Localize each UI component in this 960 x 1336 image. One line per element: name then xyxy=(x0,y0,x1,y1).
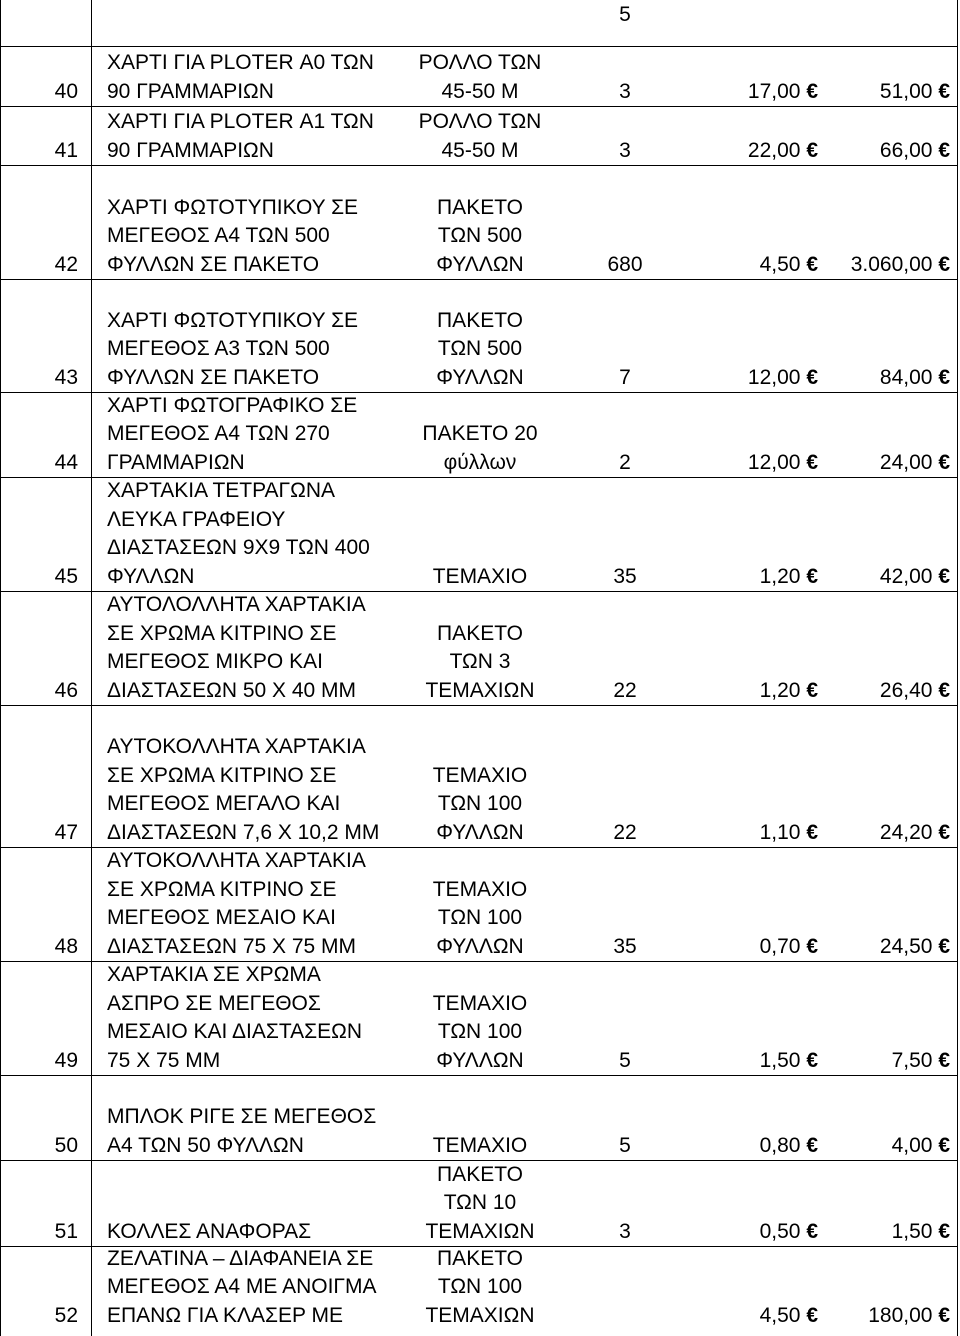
quantity: 22 xyxy=(613,820,637,844)
table-row xyxy=(0,1076,958,1161)
row-number: 40 xyxy=(54,79,78,103)
table-row xyxy=(0,0,958,47)
euro-symbol: € xyxy=(806,1219,818,1243)
table-row xyxy=(0,166,958,280)
item-description: ΚΟΛΛΕΣ ΑΝΑΦΟΡΑΣ xyxy=(107,1219,312,1243)
line-total-value: 84,00 xyxy=(879,365,933,389)
unit-of-measure: ΤΕΜΑΧΙΟ ΤΩΝ 100 ΦΥΛΛΩΝ xyxy=(432,763,528,844)
unit-of-measure: ΠΑΚΕΤΟ ΤΩΝ 3 ΤΕΜΑΧΙΩΝ xyxy=(425,621,535,702)
item-description: ΑΥΤΟΚΟΛΛΗΤΑ ΧΑΡΤΑΚΙΑ ΣΕ ΧΡΩΜΑ ΚΙΤΡΙΝΟ ΣΕ ΜΕΓΕΘΟΣ ΜΕΣΑΙΟ ΚΑΙ ΔΙΑΣΤΑΣΕΩΝ 75 Χ 75 ΜΜ xyxy=(107,849,366,958)
unit-price-value: 4,50 xyxy=(759,252,801,276)
quantity: 3 xyxy=(619,79,631,103)
euro-symbol: € xyxy=(938,1133,950,1157)
euro-symbol: € xyxy=(806,79,818,103)
line-total-value: 180,00 xyxy=(868,1303,933,1327)
unit-price-value: 12,00 xyxy=(747,365,801,389)
unit-price-value: 4,50 xyxy=(759,1303,801,1327)
line-total xyxy=(820,933,950,962)
unit-price-value: 1,50 xyxy=(759,1048,801,1072)
line-total-value: 42,00 xyxy=(879,564,933,588)
unit-of-measure: ΠΑΚΕΤΟ ΤΩΝ 100 ΤΕΜΑΧΙΩΝ xyxy=(425,1246,535,1327)
row-number: 49 xyxy=(54,1048,78,1072)
line-total xyxy=(820,677,950,706)
unit-price-value: 12,00 xyxy=(747,450,801,474)
unit-of-measure: ΠΑΚΕΤΟ ΤΩΝ 500 ΦΥΛΛΩΝ xyxy=(436,195,524,276)
line-total-value: 4,00 xyxy=(891,1133,933,1157)
quantity: 5 xyxy=(619,1048,631,1072)
line-total xyxy=(820,563,950,592)
unit-price-value: 0,50 xyxy=(759,1219,801,1243)
quantity: 35 xyxy=(613,934,637,958)
euro-symbol: € xyxy=(938,79,950,103)
line-total xyxy=(820,137,950,166)
row-number: 45 xyxy=(54,564,78,588)
row-number: 48 xyxy=(54,934,78,958)
unit-price xyxy=(680,933,818,962)
unit-price xyxy=(680,78,818,107)
line-total-value: 1,50 xyxy=(891,1219,933,1243)
euro-symbol: € xyxy=(806,1133,818,1157)
unit-of-measure: ΠΑΚΕΤΟ ΤΩΝ 10 ΤΕΜΑΧΙΩΝ xyxy=(425,1162,535,1243)
unit-price xyxy=(680,819,818,848)
unit-price xyxy=(680,563,818,592)
euro-symbol: € xyxy=(938,564,950,588)
line-total xyxy=(820,449,950,478)
unit-price-value: 22,00 xyxy=(747,138,801,162)
unit-price xyxy=(680,449,818,478)
line-total xyxy=(820,1132,950,1161)
unit-price xyxy=(680,137,818,166)
euro-symbol: € xyxy=(806,450,818,474)
table-row xyxy=(0,280,958,393)
unit-price xyxy=(680,1132,818,1161)
unit-price xyxy=(680,251,818,280)
table-row xyxy=(0,393,958,478)
unit-price xyxy=(680,1047,818,1076)
unit-of-measure: ΠΑΚΕΤΟ ΤΩΝ 500 ΦΥΛΛΩΝ xyxy=(436,308,524,389)
quantity: 7 xyxy=(619,365,631,389)
unit-of-measure: ΤΕΜΑΧΙΟ ΤΩΝ 100 ΦΥΛΛΩΝ xyxy=(432,991,528,1072)
quantity: 3 xyxy=(619,138,631,162)
row-number: 44 xyxy=(54,450,78,474)
line-total xyxy=(820,364,950,393)
unit-of-measure: ΤΕΜΑΧΙΟ xyxy=(432,564,528,588)
quantity: 5 xyxy=(619,1133,631,1157)
unit-of-measure: ΡΟΛΛΟ ΤΩΝ 45-50 Μ xyxy=(418,110,542,162)
row-number: 42 xyxy=(54,252,78,276)
euro-symbol: € xyxy=(806,138,818,162)
item-description: ΧΑΡΤΙ ΦΩΤΟΤΥΠΙΚΟΥ ΣΕ ΜΕΓΕΘΟΣ Α3 ΤΩΝ 500 ΦΥΛΛΩΝ ΣΕ ΠΑΚΕΤΟ xyxy=(107,308,359,389)
row-number: 47 xyxy=(54,820,78,844)
unit-price xyxy=(680,677,818,706)
unit-price-value: 1,10 xyxy=(759,820,801,844)
table-row xyxy=(0,848,958,962)
item-description: ΖΕΛΑΤΙΝΑ – ΔΙΑΦΑΝΕΙΑ ΣΕ ΜΕΓΕΘΟΣ Α4 ΜΕ ΑΝΟΙΓΜΑ ΕΠΑΝΩ ΓΙΑ ΚΛΑΣΕΡ ΜΕ xyxy=(107,1246,377,1327)
item-description: ΧΑΡΤΑΚΙΑ ΤΕΤΡΑΓΩΝΑ ΛΕΥΚΑ ΓΡΑΦΕΙΟΥ ΔΙΑΣΤΑΣΕΩΝ 9Χ9 ΤΩΝ 400 ΦΥΛΛΩΝ xyxy=(107,479,370,588)
row-number: 52 xyxy=(54,1303,78,1327)
line-total-value: 26,40 xyxy=(879,678,933,702)
euro-symbol: € xyxy=(938,365,950,389)
quantity: 680 xyxy=(607,252,643,276)
line-total xyxy=(820,1218,950,1247)
item-description: ΧΑΡΤΙ ΦΩΤΟΤΥΠΙΚΟΥ ΣΕ ΜΕΓΕΘΟΣ Α4 ΤΩΝ 500 ΦΥΛΛΩΝ ΣΕ ΠΑΚΕΤΟ xyxy=(107,195,359,276)
table-row xyxy=(0,478,958,592)
euro-symbol: € xyxy=(938,1048,950,1072)
table-row xyxy=(0,47,958,107)
euro-symbol: € xyxy=(806,820,818,844)
line-total xyxy=(820,819,950,848)
line-total-value: 24,50 xyxy=(879,934,933,958)
unit-of-measure: ΠΑΚΕΤΟ 20 φύλλων xyxy=(422,422,538,474)
item-description: ΑΥΤΟΛΟΛΛΗΤΑ ΧΑΡΤΑΚΙΑ ΣΕ ΧΡΩΜΑ ΚΙΤΡΙΝΟ ΣΕ ΜΕΓΕΘΟΣ ΜΙΚΡΟ ΚΑΙ ΔΙΑΣΤΑΣΕΩΝ 50 Χ 40 ΜΜ xyxy=(107,593,366,702)
unit-price-value: 0,80 xyxy=(759,1133,801,1157)
euro-symbol: € xyxy=(806,252,818,276)
unit-price xyxy=(680,1218,818,1247)
euro-symbol: € xyxy=(938,820,950,844)
euro-symbol: € xyxy=(806,365,818,389)
table-row xyxy=(0,1247,958,1336)
euro-symbol: € xyxy=(938,1303,950,1327)
euro-symbol: € xyxy=(938,252,950,276)
table-row xyxy=(0,107,958,166)
unit-of-measure: ΤΕΜΑΧΙΟ xyxy=(432,1133,528,1157)
row-number: 51 xyxy=(54,1219,78,1243)
unit-price-value: 0,70 xyxy=(759,934,801,958)
item-description: ΧΑΡΤΑΚΙΑ ΣΕ ΧΡΩΜΑ ΑΣΠΡΟ ΣΕ ΜΕΓΕΘΟΣ ΜΕΣΑΙΟ ΚΑΙ ΔΙΑΣΤΑΣΕΩΝ 75 Χ 75 ΜΜ xyxy=(107,963,362,1072)
row-number: 41 xyxy=(54,138,78,162)
line-total-value: 24,00 xyxy=(879,450,933,474)
line-total-value: 24,20 xyxy=(879,820,933,844)
quantity: 35 xyxy=(613,564,637,588)
euro-symbol: € xyxy=(938,934,950,958)
unit-of-measure: ΤΕΜΑΧΙΟ ΤΩΝ 100 ΦΥΛΛΩΝ xyxy=(432,877,528,958)
unit-of-measure: ΡΟΛΛΟ ΤΩΝ 45-50 Μ xyxy=(418,51,542,103)
row-number: 43 xyxy=(54,365,78,389)
quantity: 22 xyxy=(613,678,637,702)
euro-symbol: € xyxy=(938,450,950,474)
euro-symbol: € xyxy=(806,1048,818,1072)
euro-symbol: € xyxy=(938,1219,950,1243)
euro-symbol: € xyxy=(806,1303,818,1327)
unit-price-value: 1,20 xyxy=(759,678,801,702)
quantity: 3 xyxy=(619,1219,631,1243)
line-total-value: 3.060,00 xyxy=(850,252,933,276)
item-description: ΧΑΡΤΙ ΓΙΑ PLOTER Α0 ΤΩΝ 90 ΓΡΑΜΜΑΡΙΩΝ xyxy=(107,51,374,103)
unit-price xyxy=(680,364,818,393)
euro-symbol: € xyxy=(806,678,818,702)
euro-symbol: € xyxy=(806,934,818,958)
unit-price xyxy=(680,1302,818,1331)
line-total-value: 51,00 xyxy=(879,79,933,103)
row-number: 50 xyxy=(54,1133,78,1157)
euro-symbol: € xyxy=(938,138,950,162)
line-total xyxy=(820,1302,950,1331)
item-description: ΑΥΤΟΚΟΛΛΗΤΑ ΧΑΡΤΑΚΙΑ ΣΕ ΧΡΩΜΑ ΚΙΤΡΙΝΟ ΣΕ ΜΕΓΕΘΟΣ ΜΕΓΑΛΟ ΚΑΙ ΔΙΑΣΤΑΣΕΩΝ 7,6 Χ 10,2 ΜΜ xyxy=(107,735,380,844)
table-row xyxy=(0,962,958,1076)
line-total xyxy=(820,1047,950,1076)
table-row xyxy=(0,706,958,848)
quantity: 2 xyxy=(619,450,631,474)
table-row xyxy=(0,592,958,706)
quantity: 5 xyxy=(619,3,631,26)
item-description: ΧΑΡΤΙ ΓΙΑ PLOTER Α1 ΤΩΝ 90 ΓΡΑΜΜΑΡΙΩΝ xyxy=(107,110,374,162)
table-row xyxy=(0,1161,958,1247)
item-description: ΜΠΛΟΚ ΡΙΓΕ ΣΕ ΜΕΓΕΘΟΣ Α4 ΤΩΝ 50 ΦΥΛΛΩΝ xyxy=(107,1105,377,1157)
euro-symbol: € xyxy=(938,678,950,702)
euro-symbol: € xyxy=(806,564,818,588)
item-description: ΧΑΡΤΙ ΦΩΤΟΓΡΑΦΙΚΟ ΣΕ ΜΕΓΕΘΟΣ Α4 ΤΩΝ 270 ΓΡΑΜΜΑΡΙΩΝ xyxy=(107,393,358,474)
line-total xyxy=(820,78,950,107)
unit-price-value: 1,20 xyxy=(759,564,801,588)
unit-price-value: 17,00 xyxy=(747,79,801,103)
line-total xyxy=(820,251,950,280)
line-total-value: 66,00 xyxy=(879,138,933,162)
line-total-value: 7,50 xyxy=(891,1048,933,1072)
row-number: 46 xyxy=(54,678,78,702)
